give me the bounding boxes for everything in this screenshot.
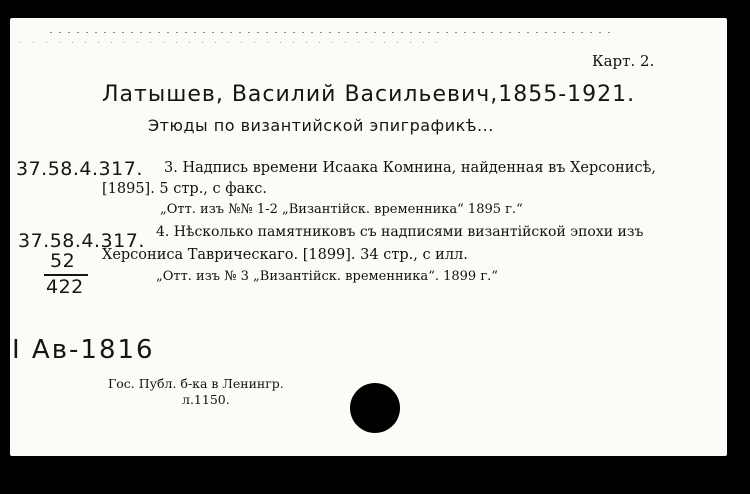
entry-line: Херсониса Таврическаго. [1899]. 34 стр., с илл. — [102, 247, 468, 263]
entry-line: 3. Надпись времени Исаака Комнина, найденная въ Херсонисѣ, — [164, 160, 656, 176]
library-stamp-line: Гос. Публ. б-ка в Ленингр. — [108, 376, 284, 391]
top-noise-line-2 — [20, 42, 440, 43]
top-noise-line — [50, 32, 610, 33]
shelf-mark: 37.58.4.317. — [16, 158, 143, 180]
entry-line: 4. Нѣсколько памятниковъ съ надписями византійской эпохи изъ — [156, 224, 644, 240]
catalog-card — [10, 18, 727, 456]
entry-line: [1895]. 5 стр., с факс. — [102, 181, 268, 197]
fraction-bottom: 422 — [46, 276, 84, 298]
library-stamp-line: л.1150. — [182, 392, 230, 407]
card-number: Карт. 2. — [592, 52, 655, 70]
author-heading: Латышев, Василий Васильевич,1855-1921. — [102, 82, 636, 107]
punch-hole — [350, 383, 400, 433]
inventory-number: I Ав-1816 — [12, 335, 155, 365]
shelf-mark: 37.58.4.317. — [18, 230, 145, 252]
fraction-top: 52 — [50, 250, 76, 272]
work-title: Этюды по византийской эпиграфикѣ... — [148, 116, 494, 135]
entry-line: „Отт. изъ № 3 „Византійск. временника“. 1899 г.“ — [156, 269, 498, 284]
entry-line: „Отт. изъ №№ 1-2 „Византійск. временника“ 1895 г.“ — [160, 202, 523, 217]
